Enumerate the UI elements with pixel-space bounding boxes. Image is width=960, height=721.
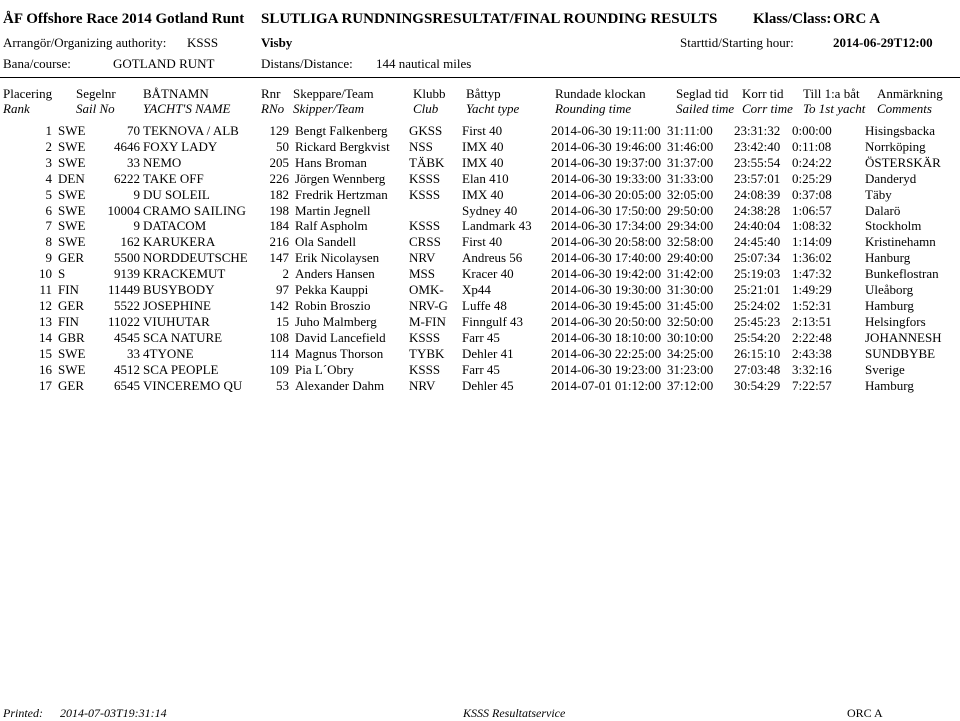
comment-cell: Norrköping	[865, 138, 926, 154]
rno-cell: 216	[269, 234, 289, 250]
table-row	[0, 266, 955, 282]
rno-cell: 109	[269, 361, 289, 377]
yacht-name-cell: NORDDEUTSCHE	[143, 250, 248, 266]
club-cell: KSSS	[409, 361, 441, 377]
skipper-cell: Rickard Bergkvist	[295, 138, 390, 154]
club-cell: TÄBK	[409, 154, 445, 170]
rounding-time-cell: 2014-06-30 17:34:00	[551, 218, 662, 234]
rno-cell: 108	[269, 329, 289, 345]
sail-number-cell: 9	[133, 186, 140, 202]
corr-time-cell: 25:07:34	[734, 250, 781, 266]
comment-cell: Hanburg	[865, 250, 911, 266]
yacht-type-cell: Landmark 43	[462, 218, 532, 234]
rank-cell: 17	[39, 377, 52, 393]
table-row	[0, 346, 955, 362]
skipper-cell: Juho Malmberg	[295, 313, 377, 329]
comment-cell: Täby	[865, 186, 892, 202]
corr-time-cell: 30:54:29	[734, 377, 781, 393]
skipper-cell: Alexander Dahm	[295, 377, 385, 393]
rank-cell: 2	[45, 138, 52, 154]
rno-cell: 205	[269, 154, 289, 170]
rounding-time-cell: 2014-06-30 19:23:00	[551, 361, 662, 377]
table-row	[0, 123, 955, 139]
sailed-time-cell: 29:40:00	[667, 250, 714, 266]
to-first-cell: 0:11:08	[792, 138, 832, 154]
nation-cell: DEN	[58, 170, 85, 186]
yacht-name-cell: NEMO	[143, 154, 182, 170]
yacht-type-cell: Andreus 56	[462, 250, 523, 266]
to-first-cell: 1:36:02	[792, 250, 832, 266]
skipper-cell: Jörgen Wennberg	[295, 170, 386, 186]
yacht-name-cell: SCA PEOPLE	[143, 361, 219, 377]
rounding-time-cell: 2014-06-30 20:05:00	[551, 186, 662, 202]
rank-cell: 7	[45, 218, 52, 234]
yacht-type-cell: Farr 45	[462, 361, 500, 377]
nation-cell: SWE	[58, 202, 86, 218]
club-cell: OMK-	[409, 282, 444, 298]
skipper-cell: Bengt Falkenberg	[295, 123, 388, 138]
yacht-name-cell: TEKNOVA / ALB	[143, 123, 239, 138]
corr-time-cell: 25:21:01	[734, 282, 781, 298]
skipper-cell: Martin Jegnell	[295, 202, 371, 218]
club-cell: GKSS	[409, 123, 443, 138]
rno-cell: 198	[269, 202, 289, 218]
to-first-cell: 0:37:08	[792, 186, 832, 202]
yacht-type-cell: Dehler 45	[462, 377, 514, 393]
yacht-name-cell: KRACKEMUT	[143, 266, 226, 282]
col-rank-header: Placering Rank	[3, 86, 53, 116]
sailed-time-cell: 31:23:00	[667, 361, 714, 377]
comment-cell: Hisingsbacka	[865, 123, 936, 138]
start-value: 2014-06-29T12:00	[833, 35, 933, 50]
nation-cell: SWE	[58, 345, 86, 361]
corr-time-cell: 23:31:32	[734, 123, 781, 138]
table-row	[0, 234, 955, 250]
sail-number-cell: 10004	[107, 202, 140, 218]
comment-cell: Stockholm	[865, 218, 922, 234]
rounding-time-cell: 2014-06-30 20:50:00	[551, 313, 662, 329]
col-type-header: Båttyp Yacht type	[466, 86, 520, 116]
footer-class: ORC A	[847, 706, 883, 720]
sailed-time-cell: 34:25:00	[667, 345, 714, 361]
to-first-cell: 1:08:32	[792, 218, 832, 234]
comment-cell: Hamburg	[865, 377, 914, 393]
table-row	[0, 362, 955, 378]
rounding-place: Visby	[261, 35, 293, 50]
table-row	[0, 378, 955, 394]
yacht-name-cell: 4TYONE	[143, 345, 194, 361]
yacht-name-cell: TAKE OFF	[143, 170, 204, 186]
yacht-name-cell: VINCEREMO QU	[143, 377, 243, 393]
sail-number-cell: 33	[127, 154, 140, 170]
yacht-type-cell: Xp44	[462, 282, 491, 298]
table-row	[0, 187, 955, 203]
rank-cell: 10	[39, 266, 52, 282]
skipper-cell: Anders Hansen	[295, 266, 375, 282]
skipper-cell: Pia L´Obry	[295, 361, 354, 377]
col-rounding-header: Rundade klockan Rounding time	[555, 86, 646, 116]
table-row	[0, 203, 955, 219]
club-cell: TYBK	[409, 345, 445, 361]
rno-cell: 184	[269, 218, 289, 234]
sailed-time-cell: 37:12:00	[667, 377, 714, 393]
club-cell: M-FIN	[409, 313, 446, 329]
nation-cell: SWE	[58, 361, 86, 377]
sailed-time-cell: 29:50:00	[667, 202, 714, 218]
rounding-time-cell: 2014-06-30 17:50:00	[551, 202, 662, 218]
to-first-cell: 2:13:51	[792, 313, 832, 329]
yacht-name-cell: DU SOLEIL	[143, 186, 210, 202]
sail-number-cell: 162	[120, 234, 140, 250]
rno-cell: 226	[269, 170, 289, 186]
rank-cell: 14	[39, 329, 52, 345]
sail-number-cell: 70	[127, 123, 140, 138]
table-row	[0, 298, 955, 314]
results-table	[0, 123, 955, 393]
printed-label: Printed:	[3, 706, 43, 720]
skipper-cell: Ralf Aspholm	[295, 218, 368, 234]
nation-cell: GER	[58, 377, 84, 393]
rno-cell: 114	[269, 345, 289, 361]
nation-cell: FIN	[58, 282, 79, 298]
yacht-type-cell: IMX 40	[462, 186, 504, 202]
rank-cell: 8	[45, 234, 52, 250]
to-first-cell: 0:24:22	[792, 154, 832, 170]
nation-cell: GER	[58, 297, 84, 313]
col-skipper-header: Skeppare/Team Skipper/Team	[293, 86, 374, 116]
rounding-time-cell: 2014-06-30 22:25:00	[551, 345, 662, 361]
rank-cell: 1	[45, 123, 52, 138]
corr-time-cell: 24:40:04	[734, 218, 781, 234]
club-cell: KSSS	[409, 186, 441, 202]
course-label: Bana/course:	[3, 56, 71, 71]
table-row	[0, 282, 955, 298]
corr-time-cell: 23:57:01	[734, 170, 781, 186]
rno-cell: 147	[269, 250, 289, 266]
sailed-time-cell: 30:10:00	[667, 329, 714, 345]
yacht-name-cell: DATACOM	[143, 218, 207, 234]
rank-cell: 15	[39, 345, 52, 361]
rounding-time-cell: 2014-07-01 01:12:00	[551, 377, 662, 393]
skipper-cell: Magnus Thorson	[295, 345, 384, 361]
rank-cell: 6	[45, 202, 52, 218]
col-sailed-header: Seglad tid Sailed time	[676, 86, 735, 116]
comment-cell: Uleåborg	[865, 282, 914, 298]
yacht-name-cell: KARUKERA	[143, 234, 216, 250]
to-first-cell: 1:14:09	[792, 234, 832, 250]
authority-label: Arrangör/Organizing authority:	[3, 35, 167, 50]
event-title: ÅF Offshore Race 2014 Gotland Runt	[3, 11, 245, 27]
sail-number-cell: 5500	[114, 250, 140, 266]
sail-number-cell: 11449	[107, 282, 140, 298]
club-cell: MSS	[409, 266, 436, 282]
results-title: SLUTLIGA RUNDNINGSRESULTAT/FINAL ROUNDING RESULTS	[261, 11, 718, 27]
skipper-cell: David Lancefield	[295, 329, 386, 345]
rank-cell: 12	[39, 297, 52, 313]
rounding-time-cell: 2014-06-30 17:40:00	[551, 250, 662, 266]
yacht-name-cell: CRAMO SAILING	[143, 202, 246, 218]
rno-cell: 15	[276, 313, 289, 329]
table-row	[0, 171, 955, 187]
comment-cell: Bunkeflostran	[865, 266, 939, 282]
sailed-time-cell: 31:46:00	[667, 138, 714, 154]
corr-time-cell: 23:42:40	[734, 138, 781, 154]
yacht-type-cell: Luffe 48	[462, 297, 507, 313]
club-cell: CRSS	[409, 234, 441, 250]
rno-cell: 50	[276, 138, 289, 154]
rounding-time-cell: 2014-06-30 19:30:00	[551, 282, 662, 298]
corr-time-cell: 26:15:10	[734, 345, 781, 361]
authority-value: KSSS	[187, 35, 219, 50]
table-row	[0, 330, 955, 346]
sail-number-cell: 11022	[107, 313, 140, 329]
corr-time-cell: 25:54:20	[734, 329, 781, 345]
nation-cell: FIN	[58, 313, 79, 329]
start-label: Starttid/Starting hour:	[680, 35, 794, 50]
course-value: GOTLAND RUNT	[113, 56, 215, 71]
comment-cell: ÖSTERSKÄR	[865, 154, 941, 170]
to-first-cell: 7:22:57	[792, 377, 832, 393]
rno-cell: 129	[269, 123, 289, 138]
yacht-type-cell: Farr 45	[462, 329, 500, 345]
sailed-time-cell: 32:05:00	[667, 186, 714, 202]
yacht-type-cell: IMX 40	[462, 138, 504, 154]
rno-cell: 97	[276, 282, 289, 298]
rounding-time-cell: 2014-06-30 19:42:00	[551, 266, 662, 282]
yacht-name-cell: SCA NATURE	[143, 329, 223, 345]
rank-cell: 11	[39, 282, 52, 298]
nation-cell: SWE	[58, 186, 86, 202]
yacht-type-cell: First 40	[462, 123, 503, 138]
class-value: ORC A	[833, 11, 881, 27]
comment-cell: Kristinehamn	[865, 234, 936, 250]
sail-number-cell: 9	[133, 218, 140, 234]
comment-cell: JOHANNESH	[865, 329, 942, 345]
sail-number-cell: 9139	[114, 266, 140, 282]
system-name: KSSS Resultatservice	[463, 706, 566, 720]
yacht-name-cell: JOSEPHINE	[143, 297, 211, 313]
club-cell: KSSS	[409, 170, 441, 186]
corr-time-cell: 24:08:39	[734, 186, 781, 202]
club-cell: KSSS	[409, 218, 441, 234]
sailed-time-cell: 31:45:00	[667, 297, 714, 313]
corr-time-cell: 24:45:40	[734, 234, 781, 250]
yacht-type-cell: Kracer 40	[462, 266, 514, 282]
sail-number-cell: 4512	[114, 361, 140, 377]
rounding-time-cell: 2014-06-30 19:11:00	[551, 123, 661, 138]
col-rno-header: Rnr RNo	[261, 86, 285, 116]
sailed-time-cell: 31:37:00	[667, 154, 714, 170]
sailed-time-cell: 31:33:00	[667, 170, 714, 186]
to-first-cell: 2:22:48	[792, 329, 832, 345]
to-first-cell: 1:06:57	[792, 202, 832, 218]
table-row	[0, 155, 955, 171]
rank-cell: 16	[39, 361, 52, 377]
header-divider	[0, 77, 960, 78]
col-sail-header: Segelnr Sail No	[76, 86, 116, 116]
distance-label: Distans/Distance:	[261, 56, 353, 71]
rno-cell: 182	[269, 186, 289, 202]
skipper-cell: Erik Nicolaysen	[295, 250, 380, 266]
skipper-cell: Ola Sandell	[295, 234, 357, 250]
to-first-cell: 0:25:29	[792, 170, 832, 186]
yacht-type-cell: IMX 40	[462, 154, 504, 170]
rank-cell: 9	[45, 250, 52, 266]
nation-cell: SWE	[58, 218, 86, 234]
to-first-cell: 2:43:38	[792, 345, 832, 361]
rounding-time-cell: 2014-06-30 18:10:00	[551, 329, 662, 345]
rno-cell: 2	[282, 266, 289, 282]
corr-time-cell: 24:38:28	[734, 202, 781, 218]
yacht-type-cell: Sydney 40	[462, 202, 518, 218]
sail-number-cell: 5522	[114, 297, 140, 313]
rank-cell: 5	[45, 186, 52, 202]
comment-cell: Sverige	[865, 361, 905, 377]
rno-cell: 53	[276, 377, 289, 393]
to-first-cell: 1:49:29	[792, 282, 832, 298]
distance-value: 144 nautical miles	[376, 56, 472, 71]
yacht-name-cell: VIUHUTAR	[143, 313, 210, 329]
col-club-header: Klubb Club	[413, 86, 446, 116]
rounding-time-cell: 2014-06-30 20:58:00	[551, 234, 662, 250]
skipper-cell: Hans Broman	[295, 154, 367, 170]
to-first-cell: 3:32:16	[792, 361, 832, 377]
comment-cell: Danderyd	[865, 170, 917, 186]
col-corr-header: Korr tid Corr time	[742, 86, 793, 116]
to-first-cell: 1:52:31	[792, 297, 832, 313]
col-tofirst-header: Till 1:a båt To 1st yacht	[803, 86, 866, 116]
sail-number-cell: 6545	[114, 377, 140, 393]
printed-value: 2014-07-03T19:31:14	[60, 706, 167, 720]
table-row	[0, 250, 955, 266]
yacht-type-cell: Dehler 41	[462, 345, 514, 361]
col-name-header: BÅTNAMN YACHT'S NAME	[143, 86, 231, 116]
table-row	[0, 139, 955, 155]
club-cell: NSS	[409, 138, 433, 154]
sail-number-cell: 33	[127, 345, 140, 361]
rank-cell: 3	[45, 154, 52, 170]
nation-cell: GBR	[58, 329, 85, 345]
yacht-type-cell: Finngulf 43	[462, 313, 524, 329]
comment-cell: Helsingfors	[865, 313, 926, 329]
club-cell	[409, 203, 462, 219]
club-cell: NRV-G	[409, 297, 448, 313]
yacht-name-cell: FOXY LADY	[143, 138, 218, 154]
nation-cell: SWE	[58, 123, 86, 138]
club-cell: KSSS	[409, 329, 441, 345]
to-first-cell: 0:00:00	[792, 123, 832, 138]
yacht-type-cell: First 40	[462, 234, 503, 250]
skipper-cell: Robin Broszio	[295, 297, 371, 313]
rank-cell: 13	[39, 313, 52, 329]
comment-cell: Hamburg	[865, 297, 914, 313]
club-cell: NRV	[409, 250, 436, 266]
corr-time-cell: 27:03:48	[734, 361, 781, 377]
rno-cell: 142	[269, 297, 289, 313]
corr-time-cell: 25:19:03	[734, 266, 781, 282]
nation-cell: S	[58, 266, 66, 282]
club-cell: NRV	[409, 377, 436, 393]
rank-cell: 4	[45, 170, 52, 186]
to-first-cell: 1:47:32	[792, 266, 832, 282]
nation-cell: SWE	[58, 154, 86, 170]
comment-cell: SUNDBYBE	[865, 345, 936, 361]
sail-number-cell: 6222	[114, 170, 140, 186]
skipper-cell: Pekka Kauppi	[295, 282, 369, 298]
corr-time-cell: 25:45:23	[734, 313, 781, 329]
class-label: Klass/Class:	[753, 11, 832, 27]
sailed-time-cell: 29:34:00	[667, 218, 714, 234]
rounding-time-cell: 2014-06-30 19:46:00	[551, 138, 662, 154]
sailed-time-cell: 31:42:00	[667, 266, 714, 282]
corr-time-cell: 25:24:02	[734, 297, 781, 313]
nation-cell: SWE	[58, 138, 86, 154]
sailed-time-cell: 31:30:00	[667, 282, 714, 298]
sail-number-cell: 4646	[114, 138, 140, 154]
sail-number-cell: 4545	[114, 329, 140, 345]
comment-cell: Dalarö	[865, 202, 901, 218]
sailed-time-cell: 32:50:00	[667, 313, 714, 329]
nation-cell: GER	[58, 250, 84, 266]
rounding-time-cell: 2014-06-30 19:37:00	[551, 154, 662, 170]
rounding-time-cell: 2014-06-30 19:33:00	[551, 170, 662, 186]
col-comments-header: Anmärkning Comments	[877, 86, 943, 116]
sailed-time-cell: 32:58:00	[667, 234, 714, 250]
sailed-time-cell: 31:11:00	[667, 123, 713, 138]
skipper-cell: Fredrik Hertzman	[295, 186, 388, 202]
yacht-type-cell: Elan 410	[462, 170, 509, 186]
table-row	[0, 314, 955, 330]
rounding-time-cell: 2014-06-30 19:45:00	[551, 297, 662, 313]
table-row	[0, 218, 955, 234]
nation-cell: SWE	[58, 234, 86, 250]
yacht-name-cell: BUSYBODY	[143, 282, 215, 298]
corr-time-cell: 23:55:54	[734, 154, 781, 170]
